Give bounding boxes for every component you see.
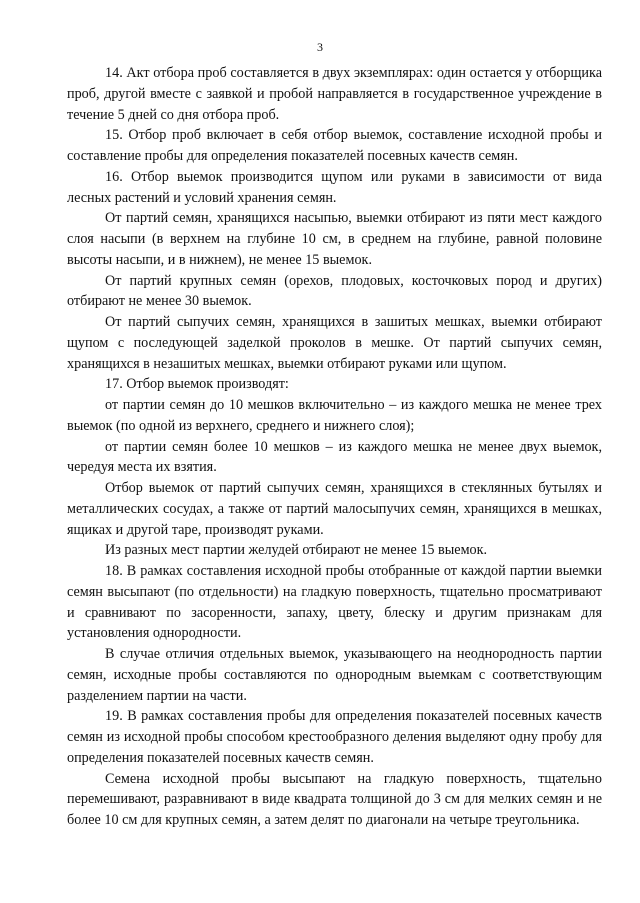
paragraph-19: 19. В рамках составления пробы для определения показателей посевных качеств семян из исходной пробы способом крестообразного деления выделяют одну пробу для определения показателей посевных качеств семян. [67,708,602,766]
paragraph-heterogeneity: В случае отличия отдельных выемок, указывающего на неоднородность партии семян, исходные пробы составляются по однородным выемкам с соответствующим разделением партии на части. [67,646,602,704]
paragraph-16: 16. Отбор выемок производится щупом или руками в зависимости от вида лесных растений и условий хранения семян. [67,168,602,206]
paragraph-large-seeds: От партий крупных семян (орехов, плодовых, косточковых пород и других) отбирают не менее 30 выемок. [67,272,602,310]
page-number: 3 [317,40,323,54]
paragraph-14: 14. Акт отбора проб составляется в двух экземплярах: один остается у отборщика проб, другой вместе с заявкой и пробой направляется в государственное учреждение в течение 5 дней со дня отбора проб. [67,65,602,123]
paragraph-bottles-vessels: Отбор выемок от партий сыпучих семян, хранящихся в стеклянных бутылях и металлических сосудах, а также от партий малосыпучих семян, хранящихся в мешках, ящиках и другой таре, производят руками. [67,480,602,538]
paragraph-acorns: Из разных мест партии желудей отбирают не менее 15 выемок. [105,542,488,559]
paragraph-quartering: Семена исходной пробы высыпают на гладкую поверхность, тщательно перемешивают, разравнивают в виде квадрата толщиной до 3 см для мелких семян и не более 10 см для крупных семян, а затем делят по диагонали на четыре треугольника. [67,770,602,828]
document-body [67,63,602,831]
paragraph-17: 17. Отбор выемок производят: [105,376,289,393]
paragraph-bulk-seeds: От партий семян, хранящихся насыпью, выемки отбирают из пяти мест каждого слоя насыпи (в верхнем на глубине 10 см, в среднем на глубине, равной половине высоты насыпи, и в нижнем), не менее 15 выемок. [67,210,602,268]
paragraph-15: 15. Отбор проб включает в себя отбор выемок, составление исходной пробы и составление пробы для определения показателей посевных качеств семян. [67,127,602,164]
paragraph-18: 18. В рамках составления исходной пробы отобранные от каждой партии выемки семян высыпают (по отдельности) на гладкую поверхность, тщательно просматривают и сравнивают по засоренности, запаху, цвету, блеску и другим признакам для установления однородности. [67,563,602,642]
paragraph-17-over-10-sacks: от партии семян более 10 мешков – из каждого мешка не менее двух выемок, чередуя места их взятия. [67,438,602,476]
paragraph-17-up-to-10-sacks: от партии семян до 10 мешков включительно – из каждого мешка не менее трех выемок (по одной из верхнего, среднего и нижнего слоя); [67,397,602,434]
paragraph-sacked-seeds: От партий сыпучих семян, хранящихся в зашитых мешках, выемки отбирают щупом с последующей заделкой проколов в мешке. От партий сыпучих семян, хранящихся в незашитых мешках, выемки отбирают руками или щупом. [67,314,602,372]
